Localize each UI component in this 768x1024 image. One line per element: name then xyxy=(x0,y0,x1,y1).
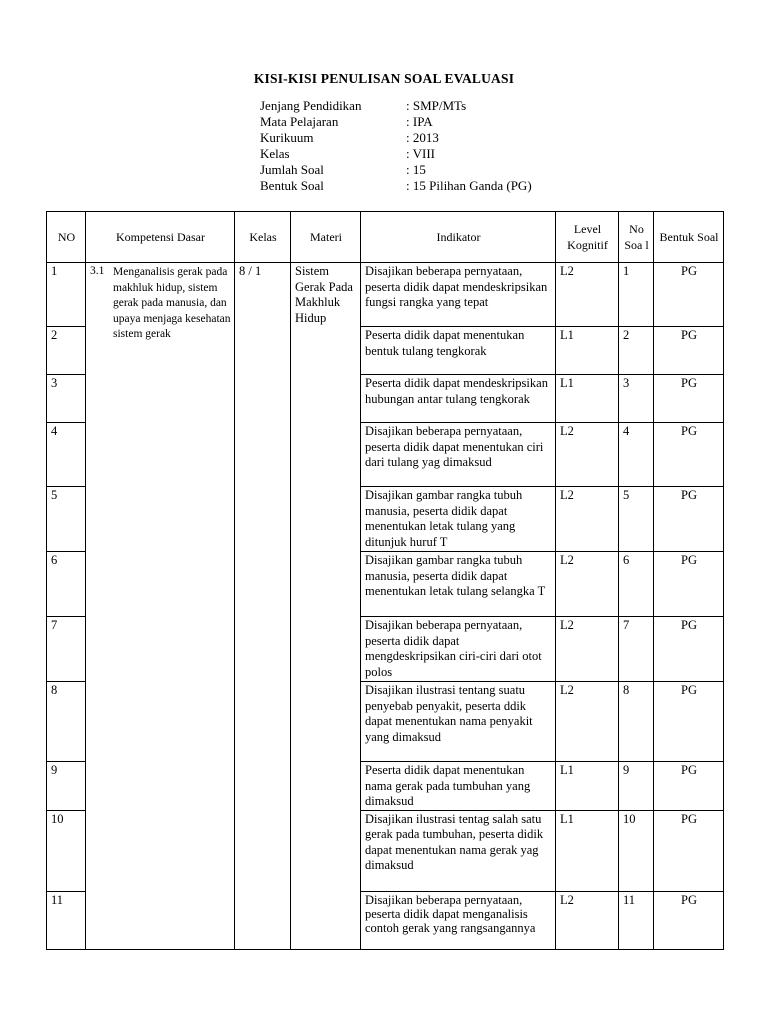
cell-level: L1 xyxy=(556,810,619,891)
cell-no: 8 xyxy=(47,682,86,762)
cell-no-soal: 3 xyxy=(619,375,654,423)
cell-indikator: Peserta didik dapat mendeskripsikan hubungan antar tulang tengkorak xyxy=(361,375,556,423)
cell-no-soal: 10 xyxy=(619,810,654,891)
table-row xyxy=(47,263,724,327)
cell-no-soal: 8 xyxy=(619,682,654,762)
meta-label: Bentuk Soal xyxy=(260,178,324,193)
cell-indikator: Disajikan beberapa pernyataan, peserta didik dapat menentukan ciri dari tulang yag dimaksud xyxy=(361,423,556,487)
meta-value: : VIII xyxy=(406,146,436,161)
kompetensi-text: Menganalisis gerak pada makhluk hidup, sistem gerak pada manusia, dan upaya menjaga kesehatan sistem gerak xyxy=(113,266,231,340)
cell-indikator: Disajikan gambar rangka tubuh manusia, peserta didik dapat menentukan letak tulang selangka T xyxy=(361,552,556,617)
cell-no: 10 xyxy=(47,810,86,891)
meta-value: : 15 Pilihan Ganda (PG) xyxy=(406,178,532,193)
cell-level: L1 xyxy=(556,375,619,423)
meta-value: : 2013 xyxy=(406,130,439,145)
cell-bentuk: PG xyxy=(654,552,724,617)
cell-no: 7 xyxy=(47,617,86,682)
cell-level: L2 xyxy=(556,552,619,617)
header-level-kognitif: Level Kognitif xyxy=(556,212,619,263)
cell-no: 9 xyxy=(47,762,86,811)
meta-row-kelas xyxy=(260,146,532,162)
header-materi: Materi xyxy=(291,212,361,263)
meta-value: : 15 xyxy=(406,162,426,177)
cell-no: 5 xyxy=(47,487,86,552)
cell-level: L2 xyxy=(556,487,619,552)
header-indikator: Indikator xyxy=(361,212,556,263)
cell-bentuk: PG xyxy=(654,682,724,762)
cell-no-soal: 11 xyxy=(619,891,654,949)
meta-label: Jumlah Soal xyxy=(260,162,324,177)
cell-bentuk: PG xyxy=(654,327,724,375)
cell-no-soal: 2 xyxy=(619,327,654,375)
cell-level: L2 xyxy=(556,682,619,762)
cell-no-soal: 1 xyxy=(619,263,654,327)
cell-no: 11 xyxy=(47,891,86,949)
cell-level: L1 xyxy=(556,327,619,375)
header-bentuk-soal: Bentuk Soal xyxy=(654,212,724,263)
meta-row-jenjang xyxy=(260,98,532,114)
cell-indikator: Disajikan ilustrasi tentag salah satu gerak pada tumbuhan, peserta didik dapat menentukan nama gerak yag dimaksud xyxy=(361,810,556,891)
cell-indikator: Peserta didik dapat menentukan nama gerak pada tumbuhan yang dimaksud xyxy=(361,762,556,811)
cell-no: 4 xyxy=(47,423,86,487)
cell-no: 1 xyxy=(47,263,86,327)
cell-bentuk: PG xyxy=(654,487,724,552)
cell-bentuk: PG xyxy=(654,263,724,327)
cell-level: L2 xyxy=(556,891,619,949)
cell-indikator: Peserta didik dapat menentukan bentuk tulang tengkorak xyxy=(361,327,556,375)
cell-kelas: 8 / 1 xyxy=(235,263,291,950)
cell-no-soal: 9 xyxy=(619,762,654,811)
cell-indikator: Disajikan ilustrasi tentang suatu penyebab penyakit, peserta ddik dapat menentukan nama penyakit yang dimaksud xyxy=(361,682,556,762)
meta-value: : SMP/MTs xyxy=(406,98,467,113)
meta-row-kurikulum xyxy=(260,130,532,146)
cell-level: L2 xyxy=(556,617,619,682)
cell-no-soal: 6 xyxy=(619,552,654,617)
indikator-text: Disajikan beberapa pernyataan, peserta didik dapat menganalisis contoh gerak yang rangsangannya xyxy=(365,892,536,935)
meta-row-jumlah xyxy=(260,162,532,178)
cell-no-soal: 7 xyxy=(619,617,654,682)
cell-level: L2 xyxy=(556,423,619,487)
cell-indikator: Disajikan gambar rangka tubuh manusia, peserta didik dapat menentukan letak tulang yang ditunjuk huruf T xyxy=(361,487,556,552)
cell-bentuk: PG xyxy=(654,617,724,682)
cell-bentuk: PG xyxy=(654,891,724,949)
cell-no-soal: 5 xyxy=(619,487,654,552)
meta-label: Kurikuum xyxy=(260,130,314,145)
cell-materi: Sistem Gerak Pada Makhluk Hidup xyxy=(291,263,361,950)
meta-label: Kelas xyxy=(260,146,290,161)
cell-level: L1 xyxy=(556,762,619,811)
cell-indikator: Disajikan beberapa pernyataan, peserta didik dapat mendeskripsikan fungsi rangka yang tepat xyxy=(361,263,556,327)
document-title: KISI-KISI PENULISAN SOAL EVALUASI xyxy=(253,71,515,86)
header-kompetensi-dasar: Kompetensi Dasar xyxy=(86,212,235,263)
meta-value: : IPA xyxy=(406,114,433,129)
meta-row-mapel xyxy=(260,114,532,130)
cell-bentuk: PG xyxy=(654,423,724,487)
header-no-soal: No Soa l xyxy=(619,212,654,263)
meta-row-bentuk xyxy=(260,178,532,194)
kisi-kisi-table xyxy=(46,211,724,950)
cell-indikator: Disajikan beberapa pernyataan, peserta didik dapat mengdeskripsikan ciri-ciri dari otot polos xyxy=(361,617,556,682)
meta-label: Jenjang Pendidikan xyxy=(260,98,362,113)
cell-kompetensi-dasar xyxy=(86,263,235,950)
cell-no: 6 xyxy=(47,552,86,617)
cell-no: 3 xyxy=(47,375,86,423)
cell-no-soal: 4 xyxy=(619,423,654,487)
header-kelas: Kelas xyxy=(235,212,291,263)
cell-bentuk: PG xyxy=(654,762,724,811)
cell-indikator xyxy=(361,891,556,949)
meta-label: Mata Pelajaran xyxy=(260,114,339,129)
table-header-row xyxy=(47,212,724,263)
cell-bentuk: PG xyxy=(654,810,724,891)
cell-level: L2 xyxy=(556,263,619,327)
header-no: NO xyxy=(47,212,86,263)
document-meta xyxy=(260,98,532,194)
cell-no: 2 xyxy=(47,327,86,375)
cell-bentuk: PG xyxy=(654,375,724,423)
kompetensi-number: 3.1 xyxy=(90,265,105,277)
